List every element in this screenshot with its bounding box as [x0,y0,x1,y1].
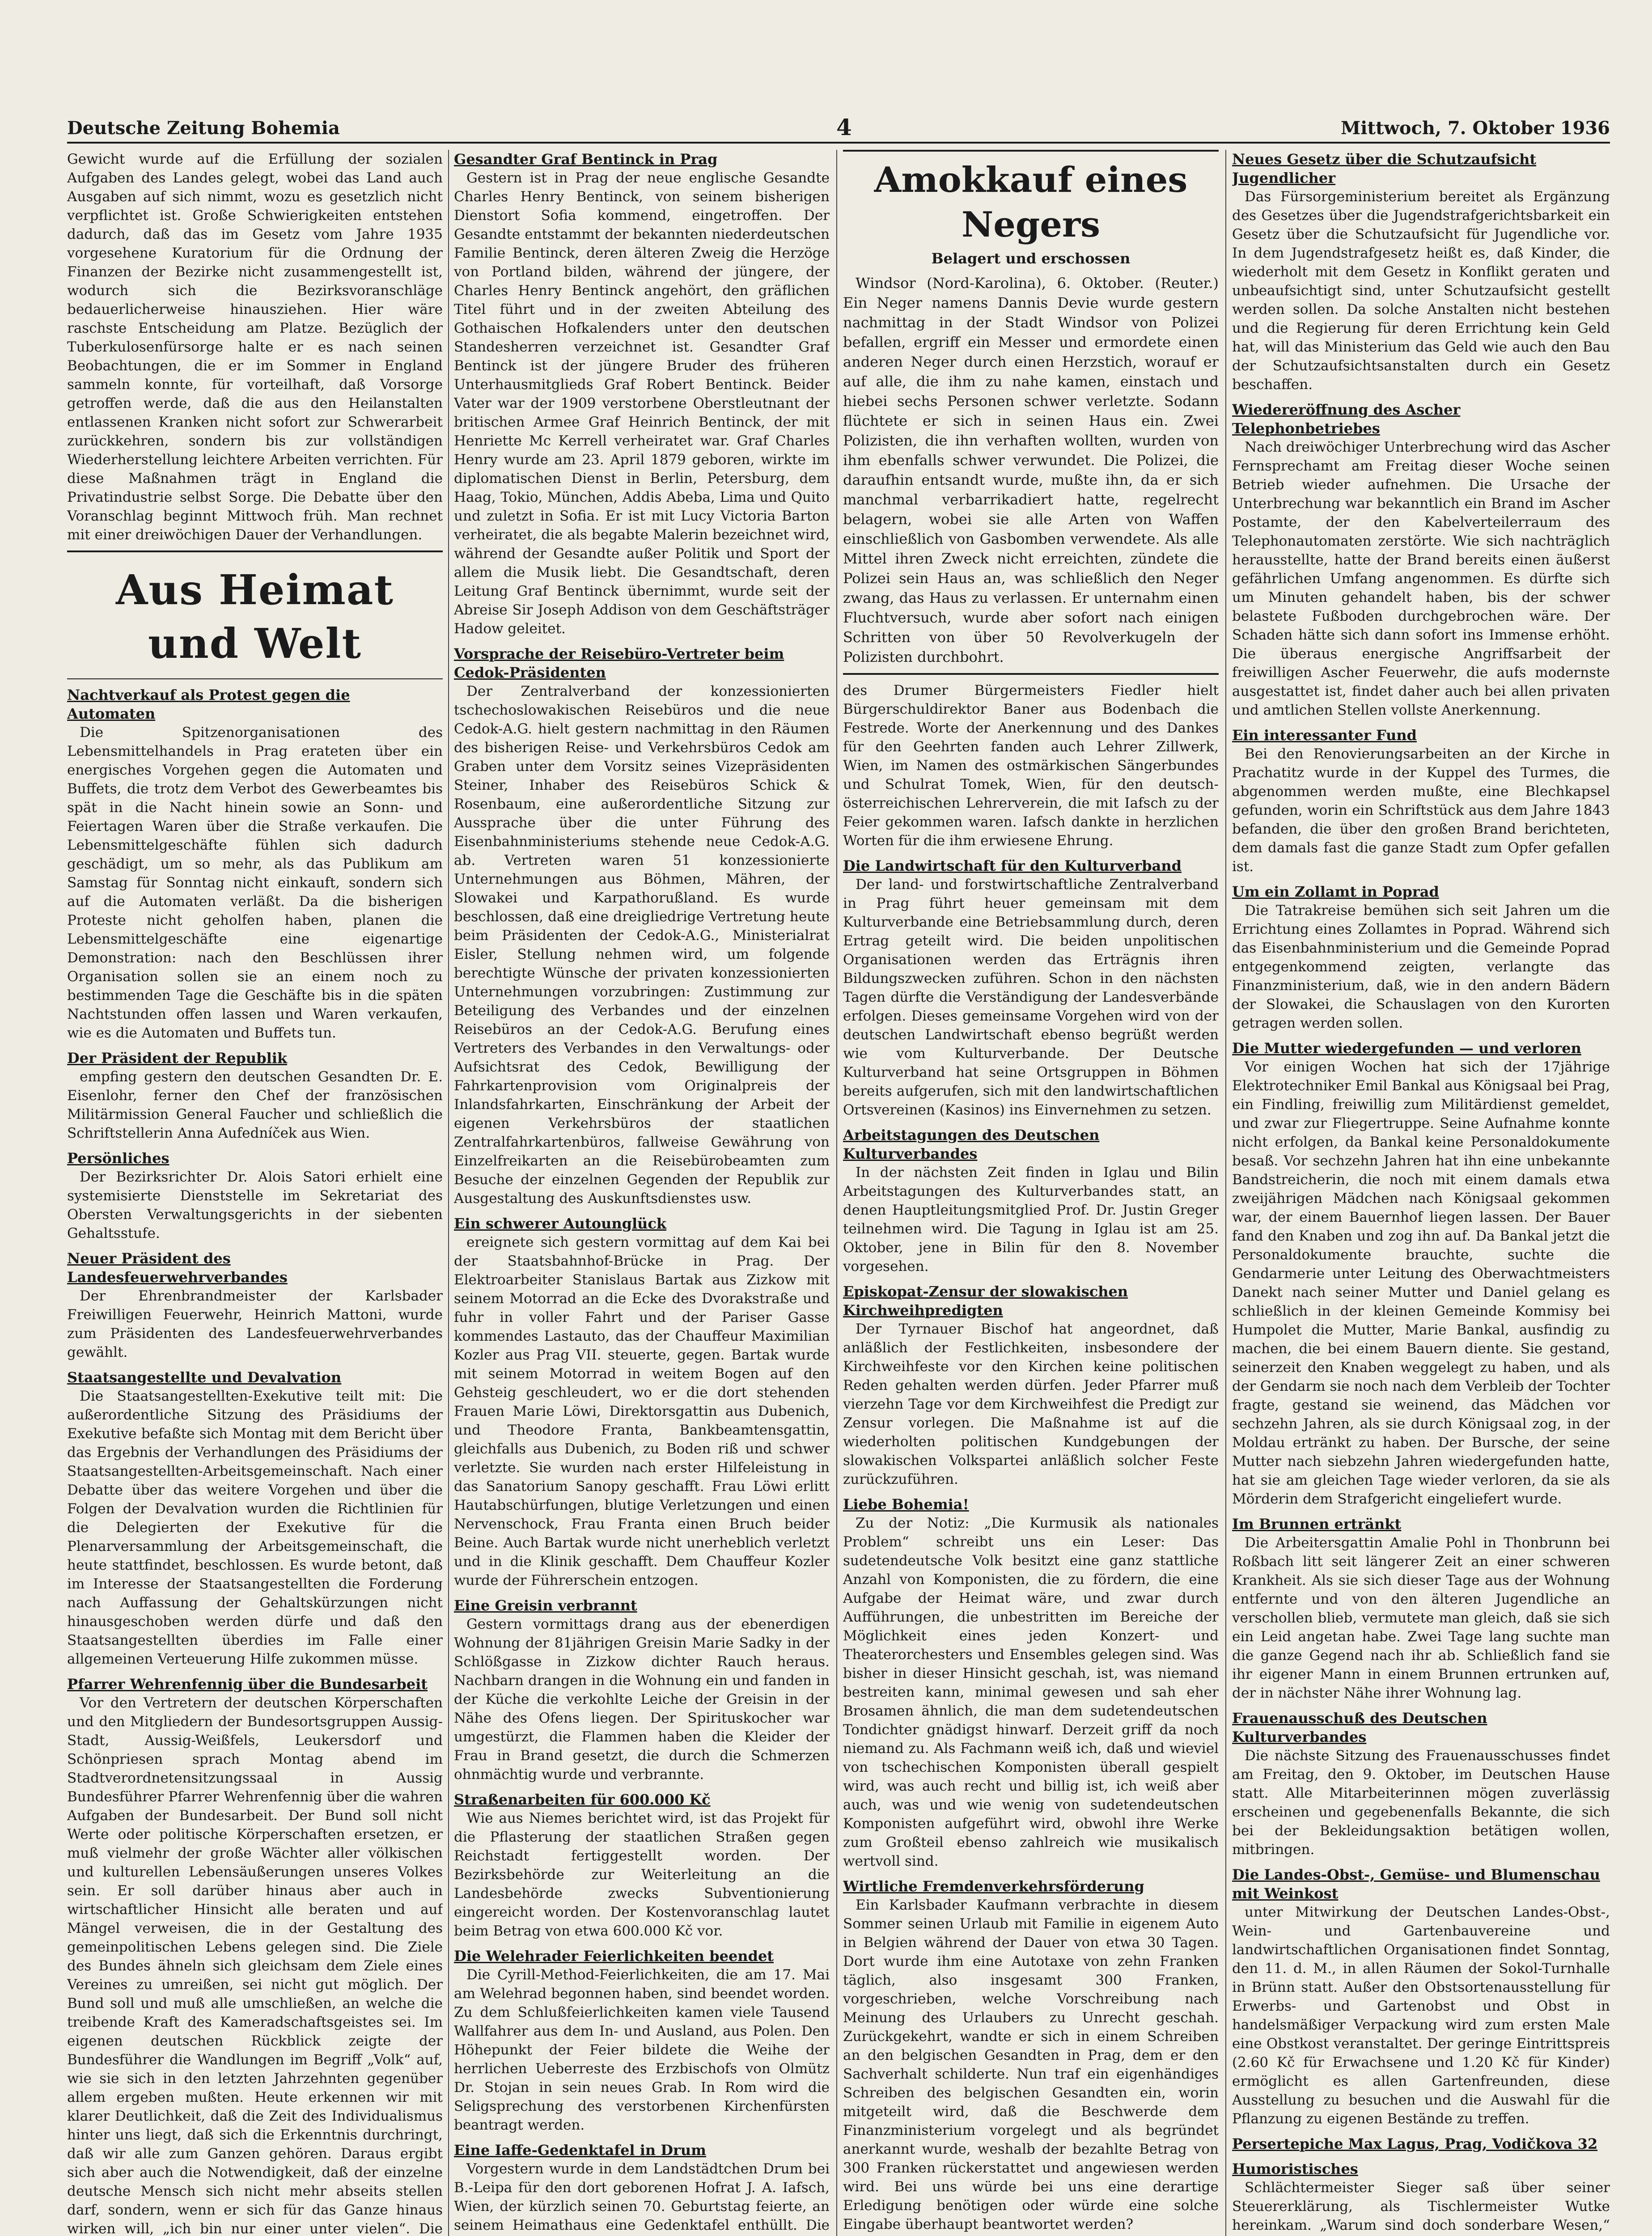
column-rule [1225,150,1226,2236]
issue-date: Mittwoch, 7. Oktober 1936 [1341,118,1610,139]
article-paragraph: Vorgestern wurde in dem Landstädtchen Drum bei B.-Leipa für den dort geborenen Hofrat J. A. Iafsch, Wien, der kürzlich seinen 70. Geburtstag feierte, an seinem Heimathaus eine Gedenktafel enthüllt. Die [454,2161,830,2233]
article-paragraph: Gestern vormittags drang aus der ebenerdigen Wohnung der 81jährigen Greisin Marie Sadky in der Schlößgasse in Zizkow dichter Rauch heraus. Nachbarn drangen in die Wohnung ein und fanden in der Küche die verkohlte Leiche der Greisin in der Nähe des Ofens liegen. Der Spirituskocher war umgestürzt, die Flammen haben die Kleider der Frau in Brand gesetzt, die durch die Schmerzen ohnmächtig wurde und verbrannte. [454,1616,830,1783]
article-headline: Arbeitstagungen des Deutschen Kulturverbandes [843,1126,1100,1162]
article-paragraph: Der Ehrenbrandmeister der Karlsbader Freiwilligen Feuerwehr, Heinrich Mattoni, wurde zum Präsidenten des Landesfeuerwehrverbandes gewählt. [67,1288,443,1360]
article-paragraph: Nach dreiwöchiger Unterbrechung wird das Ascher Fernsprechamt am Freitag dieser Woche seinen Betrieb wieder aufnehmen. Die Ursache der Unterbrechung war bekanntlich ein Brand im Ascher Postamte, der den Kabelverteilerraum des Telephonautomaten zerstörte. Wie sich nachträglich herausstellte, hatte der Brand bereits einen äußerst gefährlichen Umfang angenommen. Es dürfte sich um Minuten gehandelt haben, bis der schwer belastete Fußboden durchgebrochen wäre. Der Schaden hätte sich dann sofort ins Immense erhöht. Die überaus energische Angriffsarbeit der freiwilligen Ascher Feuerwehr, die aufs modernste ausgestattet ist, findet daher auch bei allen privaten und amtlichen Stellen vollste Anerkennung. [1232,439,1610,718]
article-paragraph: empfing gestern den deutschen Gesandten Dr. E. Eisenlohr, ferner den Chef der französischen Militärmission General Faucher und schließlich die Schriftstellerin Anna Aufedníček aus Wien. [67,1069,443,1141]
article-paragraph: In der nächsten Zeit finden in Iglau und Bilin Arbeitstagungen des Kulturverbandes statt, an denen Hauptleitungsmitglied Prof. Dr. Justin Greger teilnehmen wird. Die Tagung in Iglau ist am 25. Oktober, jene in Bilin für den 8. November vorgesehen. [843,1165,1219,1275]
article-headline: Liebe Bohemia! [843,1496,969,1513]
article-headline: Ein interessanter Fund [1232,727,1417,744]
article-paragraph: Bei den Renovierungsarbeiten an der Kirche in Prachatitz wurde in der Kuppel des Turmes, die abgenommen werden mußte, eine Blechkapsel gefunden, worin ein Schriftstück aus dem Jahre 1843 befanden, die über den großen Brand berichteten, dem damals fast die ganze Stadt zum Opfer gefallen ist. [1232,746,1610,875]
article-paragraph: Schlächtermeister Sieger saß über seiner Steuererklärung, als Tischlermeister Wutke hereinkam. „Warum sind doch sonderbare Wesen,“ [1232,2180,1610,2233]
article-paragraph: Wie aus Niemes berichtet wird, ist das Projekt für die Pflasterung der staatlichen Straßen gegen Reichstadt fertiggestellt worden. Der Bezirksbehörde zur Weiterleitung an die Landesbehörde zwecks Subventionierung eingereicht worden. Der Kostenvoranschlag lautet beim Betrag von etwa 600.000 Kč vor. [454,1810,830,1939]
article-headline: Straßenarbeiten für 600.000 Kč [454,1791,711,1808]
newspaper-name: Deutsche Zeitung Bohemia [67,118,340,139]
article-headline: Die Mutter wiedergefunden — und verloren [1232,1040,1581,1057]
article-headline: Neuer Präsident des Landesfeuerwehrverbandes [67,1250,288,1286]
article-paragraph: Die Tatrakreise bemühen sich seit Jahren um die Errichtung eines Zollamtes in Poprad. Während sich das Eisenbahnministerium und die Gemeinde Poprad entgegenkommend zeigten, verlangte das Finanzministerium, daß, wie in den andern Bädern der Slowakei, die Schauslagen von den Kurorten getragen werden sollen. [1232,902,1610,1031]
article-headline: Wirtliche Fremdenverkehrsförderung [843,1878,1144,1895]
article-headline: Humoristisches [1232,2160,1358,2177]
article-paragraph: Das Fürsorgeministerium bereitet als Ergänzung des Gesetzes über die Jugendstrafgerichtsbarkeit ein Gesetz über die Schutzaufsicht für Jugendliche vor. In dem Jugendstrafgesetz heißt es, daß Kinder, die wiederholt mit dem Gesetz in Konflikt geraten und unbeaufsichtigt sind, unter Schutzaufsicht gestellt werden sollen. Da solche Anstalten nicht bestehen und die Regierung für deren Errichtung kein Geld hat, will das Ministerium das Geld wie auch den Bau der Schutzaufsichtsanstalten durch ein Gesetz beschaffen. [1232,189,1610,393]
article-paragraph: ereignete sich gestern vormittag auf dem Kai bei der Staatsbahnhof-Brücke in Prag. Der Elektroarbeiter Stanislaus Bartak aus Zizkow mit seinem Motorrad an die Ecke des Dvorakstraße und fuhr in voller Fahrt und der Pariser Gasse kommendes Lastauto, das der Chauffeur Maximilian Kozler aus Prag VII. steuerte, gegen. Bartak wurde mit seinem Motorrad in weitem Bogen auf den Gehsteig geschleudert, wo er die dort stehenden Frauen Marie Löwi, Direktorsgattin aus Dubenich, und Theodore Franta, Bankbeamtensgattin, gleichfalls aus Dubenich, zu Boden riß und schwer verletzte. Sie wurden nach erster Hilfeleistung in das Sanatorium Sanopy geschafft. Frau Löwi erlitt Hautabschürfungen, blutige Verletzungen und einen Nervenschock, Frau Franta einen Bruch beider Beine. Auch Bartak wurde nicht unerheblich verletzt und in die Klinik geschafft. Dem Chauffeur Kozler wurde der Führerschein entzogen. [454,1234,830,1588]
article-headline: Die Welehrader Feierlichkeiten beendet [454,1948,774,1965]
column-rule [836,150,837,2236]
article-paragraph: Vor den Vertretern der deutschen Körperschaften und den Mitgliedern der Bundesortsgruppen Aussig-Stadt, Aussig-Weißfels, Leukersdorf und Schönpriesen sprach Montag abend im Stadtverordnetensitzungssaal in Aussig Bundesführer Pfarrer Wehrenfennig über die wahren Aufgaben der Bundesarbeit. Der Bund soll nicht Werte oder politische Körperschaften ersetzen, er muß vielmehr der große Wächter aller völkischen und kulturellen Lebensäußerungen unseres Volkes sein. Er soll darüber hinaus aber auch in wirtschaftlicher Hinsicht alle beraten und auf Mängel verweisen, die in der Gestaltung des gemeinpolitischen Lebens gelegen sind. Die Ziele des Bundes ähneln sich gleichsam dem Ziele eines Vereines zu umreißen, sei nicht gut möglich. Der Bund soll und muß alle umschließen, an welche die treibende Kraft des Kameradschaftsgeistes sei. Im eigenen deutschen Rückblick zeigte der Bundesführer die Wandlungen im Begriff „Volk“ auf, wie sie sich in den letzten Jahrzehnten gegenüber allem ergeben mußten. Heute erkennen wir mit klarer Deutlichkeit, daß die Zeit des Individualismus hinter uns liegt, daß sich die Erkenntnis durchringt, daß wir alle zum Ganzen gehören. Daraus ergibt sich aber auch die Notwendigkeit, daß der einzelne deutsche Mensch sich nicht mehr abseits stellen darf, sondern, wenn er sich für das Ganze hinaus wirken will, „ich bin nur einer unter vielen“. Die [67,1695,443,2236]
column-3 [843,150,1219,2236]
feature-subheadline: Belagert und erschossen [931,250,1131,267]
article-paragraph: Ein Karlsbader Kaufmann verbrachte in diesem Sommer seinen Urlaub mit Familie in eigenem Auto in Belgien während der Dauer von etwa 30 Tagen. Dort wurde ihm eine Autotaxe von zehn Franken täglich, also insgesamt 300 Franken, vorgeschrieben, welche Vorschreibung nach Meinung des Urlaubers zu Unrecht geschah. Zurückgekehrt, wandte er sich in einem Schreiben an den belgischen Gesandten in Prag, dem er den Sachverhalt schilderte. Nun traf ein eigenhändiges Schreiben des belgischen Gesandten ein, worin mitgeteilt wird, daß die Beschwerde dem Finanzministerium vorgelegt und als begründet anerkannt wurde, weshalb der bezahlte Betrag von 300 Franken rückerstattet und angewiesen werden wird. Bei uns würde bei uns eine derartige Erledigung benötigen oder würde eine solche Eingabe überhaupt beantwortet werden? [843,1897,1219,2232]
article-paragraph: des Drumer Bürgermeisters Fiedler hielt Bürgerschuldirektor Baner aus Bodenbach die Festrede. Worte der Anerkennung und des Dankes für den Geehrten fanden auch Lehrer Zillwerk, Wien, im Namen des ostmärkischen Sängerbundes und Schulrat Tomek, Wien, für den deutsch-österreichischen Lehrerverein, die mit Iafsch zu der Feier gekommen waren. Iafsch dankte in herzlichen Worten für die ihm erwiesene Ehrung. [843,682,1219,849]
article-paragraph: Zu der Notiz: „Die Kurmusik als nationales Problem“ schreibt uns ein Leser: Das sudetendeutsche Volk besitzt eine ganz stattliche Anzahl von Komponisten, die zu fördern, die eine Aufgabe der Heimat wäre, und zwar durch Aufführungen, die unbestritten im Bereiche der Möglichkeit eines jeden Konzert- und Theaterorchesters und Ensembles gelegen sind. Was bisher in dieser Hinsicht geschah, ist, was niemand bestreiten kann, minimal gewesen und sah eher Brosamen ähnlich, die man dem sudetendeutschen Tondichter gnädigst hinwarf. Derzeit griff da noch niemand zu. Als Fachmann weiß ich, daß und wieviel von tschechischen Komponisten überall gespielt wird, was auch recht und billig ist, ich weiß aber auch, was und wie wenig von sudetendeutschen Komponisten aufgeführt wird, obwohl ihre Werke zum Großteil ebenso zahlreich wie musikalisch wertvoll sind. [843,1515,1219,1869]
article-paragraph: Die nächste Sitzung des Frauenausschusses findet am Freitag, den 9. Oktober, im Deutschen Hause statt. Alle Mitarbeiterinnen mögen zuverlässig erscheinen und gegebenenfalls Bekannte, die sich bei der Bekleidungsaktion betätigen wollen, mitbringen. [1232,1748,1610,1858]
article-paragraph: Die Arbeitersgattin Amalie Pohl in Thonbrunn bei Roßbach litt seit längerer Zeit an einer schweren Krankheit. Als sie sich dieser Tage aus der Wohnung entfernte und von den älteren Jugendliche an verschollen blieb, vermutete man gleich, daß sie sich ein Leid angetan habe. Zwei Tage lang suchte man die ganze Gegend nach ihr ab. Schließlich fand sie ihr eigener Mann in einem Brunnen ertrunken auf, der in nächster Nähe ihrer Wohnung lag. [1232,1535,1610,1701]
column-2 [454,150,830,2236]
article-headline: Persönliches [67,1150,169,1167]
divider [67,551,443,552]
column-rule [448,150,449,2236]
page-number: 4 [836,114,852,140]
article-headline: Die Landwirtschaft für den Kulturverband [843,857,1182,874]
article-headline: Im Brunnen ertränkt [1232,1516,1402,1533]
article-paragraph: Gestern ist in Prag der neue englische Gesandte Charles Henry Bentinck, von seinem bisherigen Dienstort Sofia kommend, eingetroffen. Der Gesandte entstammt der bekannten niederdeutschen Familie Bentinck, deren älteren Zweig die Herzöge von Portland bilden, während der jüngere, der Charles Henry Bentinck angehört, den gräflichen Titel führt und in der zweiten Abteilung des Gothaischen Hofkalenders unter den deutschen Standesherren verzeichnet ist. Gesandter Graf Bentinck ist der jüngere Bruder des früheren Unterhausmitglieds Graf Robert Bentinck. Beider Vater war der 1909 verstorbene Oberstleutnant der britischen Armee Graf Heinrich Bentinck, der mit Henriette Mc Kerrell verheiratet war. Graf Charles Henry wurde am 23. April 1879 geboren, wirkte im diplomatischen Dienst in Berlin, Petersburg, dem Haag, Tokio, München, Addis Abeba, Lima und Quito und zuletzt in Sofia. Er ist mit Lucy Victoria Barton verheiratet, die als begabte Malerin bezeichnet wird, während der Gesandte außer Politik und Sport der allem die Musik liebt. Die Gesandtschaft, deren Leitung Graf Bentinck übernimmt, wurde seit der Abreise Sir Joseph Addison von dem Geschäftsträger Hadow geleitet. [454,170,830,637]
column-4 [1232,150,1610,2236]
divider [67,678,443,679]
article-paragraph: Gewicht wurde auf die Erfüllung der sozialen Aufgaben des Landes gelegt, wobei das Land auch Ausgaben auf sich nimmt, wozu es gesetzlich nicht verpflichtet ist. Große Schwierigkeiten entstehen dadurch, daß das im Gesetz vom Jahre 1935 vorgesehene Kuratorium für die Ordnung der Finanzen der Bezirke nicht zusammengestellt ist, wodurch sich die Bezirksvoranschläge bedauerlicherweise hinausziehen. Hier wäre raschste Entscheidung am Platze. Bezüglich der Tuberkulosenfürsorge halte er es nach seinen Beobachtungen, die er im Sommer in England sammeln konnte, für vorteilhaft, daß Vorsorge getroffen werde, daß die aus den Heilanstalten entlassenen Kranken nicht sofort zur Schwerarbeit zurückkehren, sondern bis zur vollständigen Wiederherstellung leichtere Arbeiten verrichten. Für diese Maßnahmen trägt in England die Privatindustrie selbst Sorge. Die Debatte über den Voranschlag beginnt Mittwoch früh. Man rechnet mit einer dreiwöchigen Dauer der Verhandlungen. [67,151,443,543]
article-paragraph: Die Cyrill-Method-Feierlichkeiten, die am 17. Mai am Welehrad begonnen haben, sind beendet worden. Zu dem Schlußfeierlichkeiten kamen viele Tausend Wallfahrer aus dem In- und Ausland, aus Polen. Den Höhepunkt der Feier bildete die Weihe der herrlichen Ueberreste des Erzbischofs von Olmütz Dr. Stojan in sein neues Grab. In Rom wird die Seligsprechung des verstorbenen Kirchenfürsten beantragt werden. [454,1967,830,2133]
divider [843,150,1219,152]
advertisement-line: Persertepiche Max Lagus, Prag, Vodičkova 32 [1232,2135,1598,2152]
article-headline: Gesandter Graf Bentinck in Prag [454,151,718,168]
article-headline: Episkopat-Zensur der slowakischen Kirchweihpredigten [843,1283,1128,1319]
article-paragraph: Vor einigen Wochen hat sich der 17jährige Elektrotechniker Emil Bankal aus Königsaal bei Prag, ein Findling, freiwillig zum Militärdienst gemeldet, und zwar zur Fliegertruppe. Seine Aufnahme konnte nicht erfolgen, da Bankal keine Personaldokumente besaß. Vor sechzehn Jahren hat ihn eine unbekannte Bandstreicherin, die noch mit einem damals etwa zweijährigen Mädchen nach Königsaal gekommen war, der einem Bauernhof liegen lassen. Der Bauer fand den Knaben und zog ihn auf. Da Bankal jetzt die Personaldokumente brauchte, suchte die Gendarmerie unter Leitung des Oberwachtmeisters Danekt nach seiner Mutter und Daniel gelang es schließlich in der kleinen Gemeinde Kommisy bei Humpolet die Mutter, Marie Bankal, ausfindig zu machen, die bei einem Bauern diente. Sie gestand, seinerzeit den Knaben weggelegt zu haben, und als der Gendarm sie noch nach dem Verbleib der Tochter fragte, gestand sie weinend, das Mädchen vor sechzehn Jahren, als sie durch Königsaal zog, in der Moldau ertränkt zu haben. Der Bursche, der seine Mutter nach siebzehn Jahren wiedergefunden hatte, hat sie am gleichen Tage wieder verloren, da sie als Mörderin dem Strafgericht eingeliefert wurde. [1232,1059,1610,1507]
feature-headline: Amokkauf eines Negers [874,160,1188,245]
article-headline: Neues Gesetz über die Schutzaufsicht Jugendlicher [1232,151,1537,186]
article-paragraph: Windsor (Nord-Karolina), 6. Oktober. (Reuter.) Ein Neger namens Dannis Devie wurde gestern nachmittag in der Stadt Windsor von Polizei befallen, ergriff ein Messer und ermordete einen anderen Neger durch einen Herzstich, worauf er auf alle, die ihm zu nahe kamen, einstach und hiebei sechs Personen schwer verletzte. Sodann flüchtete er sich in seinen Haus ein. Zwei Polizisten, die ihn verhaften wollten, wurden von ihm ebenfalls schwer verwundet. Die Polizei, die daraufhin entsandt wurde, mußte ihn, da er sich manchmal verbarrikadiert hatte, regelrecht belagern, wobei sie alle Arten von Waffen einschließlich von Gasbomben verwendete. Als alle Mittel ihren Zweck nicht erreichten, zündete die Polizei sein Haus an, was schließlich den Neger zwang, das Haus zu verlassen. Er unternahm einen Fluchtversuch, wurde aber sofort nach einigen Schritten von über 50 Revolverkugeln der Polizisten durchbohrt. [843,275,1219,665]
article-headline: Staatsangestellte und Devalvation [67,1369,342,1386]
divider [843,673,1219,675]
article-paragraph: Der Tyrnauer Bischof hat angeordnet, daß anläßlich der Festlichkeiten, insbesondere der Kirchweihfeste vor den Kirchen keine politischen Reden gehalten werden dürfen. Jeder Pfarrer muß vierzehn Tage vor dem Kirchweihfest die Predigt zur Zensur vorlegen. Die Maßnahme ist auf die wiederholten politischen Kundgebungen der slowakischen Volkspartei anläßlich solcher Feste zurückzuführen. [843,1321,1219,1487]
section-title: Aus Heimat und Welt [116,566,394,668]
article-headline: Wiedereröffnung des Ascher Telephonbetriebes [1232,401,1461,437]
article-paragraph: Der land- und forstwirtschaftliche Zentralverband in Prag führt heuer gemeinsam mit dem Kulturverbande eine Betriebsammlung durch, deren Ertrag geteilt wird. Die beiden unpolitischen Organisationen werden das Erträgnis ihren Bildungszwecken zuführen. Schon in den nächsten Tagen dürfte die Verständigung der Landesverbände erfolgen. Dieses gemeinsame Vorgehen wird von der deutschen Landwirtschaft ebenso begrüßt werden wie vom Kulturverbande. Der Deutsche Kulturverband hat seine Ortsgruppen in Böhmen bereits aufgerufen, sich mit den landwirtschaftlichen Ortsvereinen (Kasinos) ins Einvernehmen zu setzen. [843,877,1219,1118]
article-paragraph: Die Staatsangestellten-Exekutive teilt mit: Die außerordentliche Sitzung des Präsidiums der Exekutive befaßte sich Montag mit dem Bericht über das Ergebnis der Verhandlungen des Präsidiums der Staatsangestellten-Arbeitsgemeinschaft. Nach einer Debatte über das weitere Vorgehen und über die Folgen der Devalvation wurden die Richtlinien für die Delegierten der Exekutive für die Plenarversammlung der Arbeitsgemeinschaft, die heute stattfindet, beschlossen. Es wurde betont, daß im Interesse der Staatsangestellten die Forderung nach Auffassung der Gehaltskürzungen nicht hinausgeschoben werden dürfe und daß den Staatsangestellten überdies im Falle einer allgemeinen Verteuerung Hilfe zukommen müsse. [67,1388,443,1667]
article-headline: Der Präsident der Republik [67,1050,288,1067]
article-headline: Eine Greisin verbrannt [454,1597,637,1614]
article-paragraph: Der Zentralverband der konzessionierten tschechoslowakischen Reisebüros und die neue Cedok-A.G. hielt gestern nachmittag in den Räumen des bisherigen Reise- und Verkehrsbüros Cedok am Graben unter dem Vorsitz seines Vizepräsidenten Steiner, Inhaber des Reisebüros Schick & Rosenbaum, eine außerordentliche Sitzung zur Aussprache über die unter Führung des Eisenbahnministeriums stehende neue Cedok-A.G. ab. Vertreten waren 51 konzessionierte Unternehmungen aus Böhmen, Mähren, der Slowakei und Karpathorußland. Es wurde beschlossen, daß eine dreigliedrige Vertretung heute beim Präsidenten der Cedok-A.G., Ministerialrat Eisler, Stellung nehmen wird, um folgende berechtigte Wünsche der privaten konzessionierten Unternehmungen vorzubringen: Zustimmung zur Beteiligung des Verbandes und der einzelnen Reisebüros an der Cedok-A.G. Berufung eines Vertreters des Verbandes in den Verwaltungs- oder Aufsichtsrat des Cedok, Bewilligung der Fahrkartenprovision vom Originalpreis der Inlandsfahrkarten, Einschränkung der Arbeit der eigenen Verkehrsbüros der staatlichen Zentralfahrkartenbüros, fallweise Gewährung von Einzelfreikarten an die Reisebürobeamten zum Besuche der einzelnen Gegenden der Republik zur Ausgestaltung des Auskunftsdienstes usw. [454,683,830,1207]
article-headline: Eine Iaffe-Gedenktafel in Drum [454,2142,707,2159]
article-headline: Um ein Zollamt in Poprad [1232,883,1439,900]
article-headline: Pfarrer Wehrenfennig über die Bundesarbeit [67,1676,428,1693]
article-paragraph: Der Bezirksrichter Dr. Alois Satori erhielt eine systemisierte Dienststelle im Sekretariat des Obersten Verwaltungsgerichts in der siebenten Gehaltsstufe. [67,1169,443,1241]
article-headline: Die Landes-Obst-, Gemüse- und Blumenschau mit Weinkost [1232,1866,1600,1902]
article-headline: Ein schwerer Autounglück [454,1215,667,1232]
article-headline: Nachtverkauf als Protest gegen die Automaten [67,686,350,722]
article-headline: Vorsprache der Reisebüro-Vertreter beim Cedok-Präsidenten [454,645,784,681]
masthead [67,114,1610,144]
article-headline: Frauenausschuß des Deutschen Kulturverbandes [1232,1710,1487,1745]
article-paragraph: Die Spitzenorganisationen des Lebensmittelhandels in Prag erateten über ein energisches Vorgehen gegen die Automaten und Buffets, die trotz dem Verbot des Gewerbeamtes bis spät in die Nacht hinein sowie an Sonn- und Feiertagen Waren über die Straße verkaufen. Die Lebensmittelgeschäfte fühlen sich dadurch geschädigt, um so mehr, als das Publikum am Samstag für Sonntag nicht einkauft, sondern sich auf die Automaten verläßt. Da die bisherigen Proteste nicht geholfen haben, planen die Lebensmittelgeschäfte eine eigenartige Demonstration: nach den Beschlüssen ihrer Organisation sollen sie an einem noch zu bestimmenden Tage die Geschäfte bis in die späten Nachtstunden offen lassen und Waren verkaufen, wie es die Automaten und Buffets tun. [67,724,443,1041]
article-paragraph: unter Mitwirkung der Deutschen Landes-Obst-, Wein- und Gartenbauvereine und landwirtschaftlichen Organisationen findet Sonntag, den 11. d. M., in allen Räumen der Sokol-Turnhalle in Brünn statt. Außer den Obstsortenausstellung für Erwerbs- und Gartenobst und Obst in handelsmäßiger Verpackung wird zum ersten Male eine Obstkost veranstaltet. Der geringe Eintrittspreis (2.60 Kč für Erwachsene und 1.20 Kč für Kinder) ermöglicht es allen Gartenfreunden, diese Ausstellung zu besuchen und die Auswahl für die Pflanzung zu eigenen Bestände zu treffen. [1232,1904,1610,2127]
column-1 [67,150,443,2236]
